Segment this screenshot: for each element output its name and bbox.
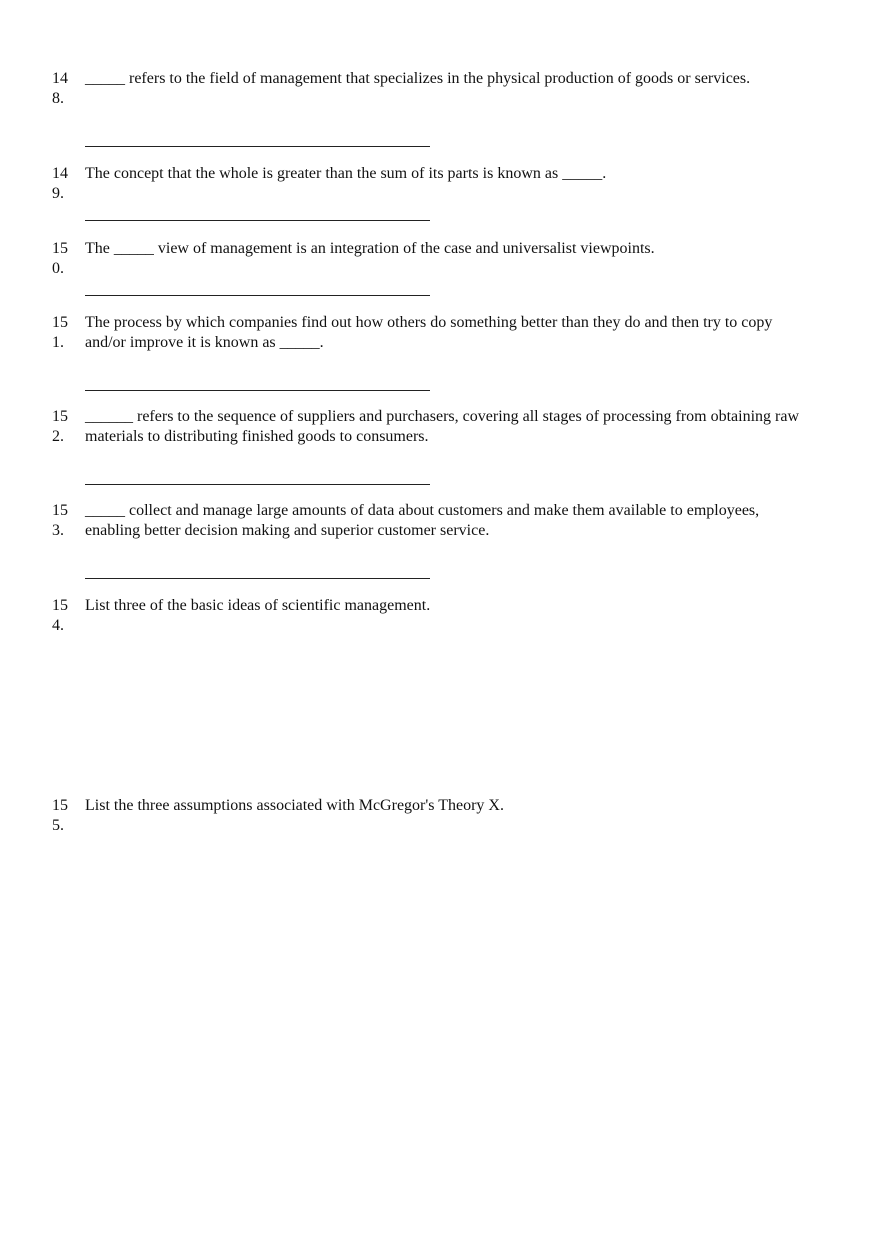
question-text: _____ refers to the field of management that specializes in the physical production of goods or services.	[85, 70, 751, 87]
question-text: List three of the basic ideas of scientific management.	[85, 597, 431, 614]
question-number: 15 5.	[52, 797, 68, 834]
answer-line[interactable]	[85, 220, 430, 221]
question-text: List the three assumptions associated with McGregor's Theory X.	[85, 797, 504, 814]
question-number: 14 8.	[52, 70, 68, 107]
question-text: ______ refers to the sequence of suppliers and purchasers, covering all stages of processing from obtaining raw materials to distributing finished goods to consumers.	[85, 408, 800, 445]
question-number: 15 0.	[52, 240, 68, 277]
question-text: _____ collect and manage large amounts of data about customers and make them available to employees, enabling better decision making and superior customer service.	[85, 502, 760, 539]
question-number: 15 3.	[52, 502, 68, 539]
question-text: The process by which companies find out how others do something better than they do and then try to copy and/or improve it is known as _____.	[85, 314, 773, 351]
answer-line[interactable]	[85, 578, 430, 579]
question-text: The concept that the whole is greater than the sum of its parts is known as _____.	[85, 165, 607, 182]
answer-line[interactable]	[85, 390, 430, 391]
answer-line[interactable]	[85, 295, 430, 296]
question-number: 15 4.	[52, 597, 68, 634]
answer-line[interactable]	[85, 146, 430, 147]
question-number: 15 2.	[52, 408, 68, 445]
question-text: The _____ view of management is an integration of the case and universalist viewpoints.	[85, 240, 655, 257]
question-number: 14 9.	[52, 165, 68, 202]
question-number: 15 1.	[52, 314, 68, 351]
answer-line[interactable]	[85, 484, 430, 485]
